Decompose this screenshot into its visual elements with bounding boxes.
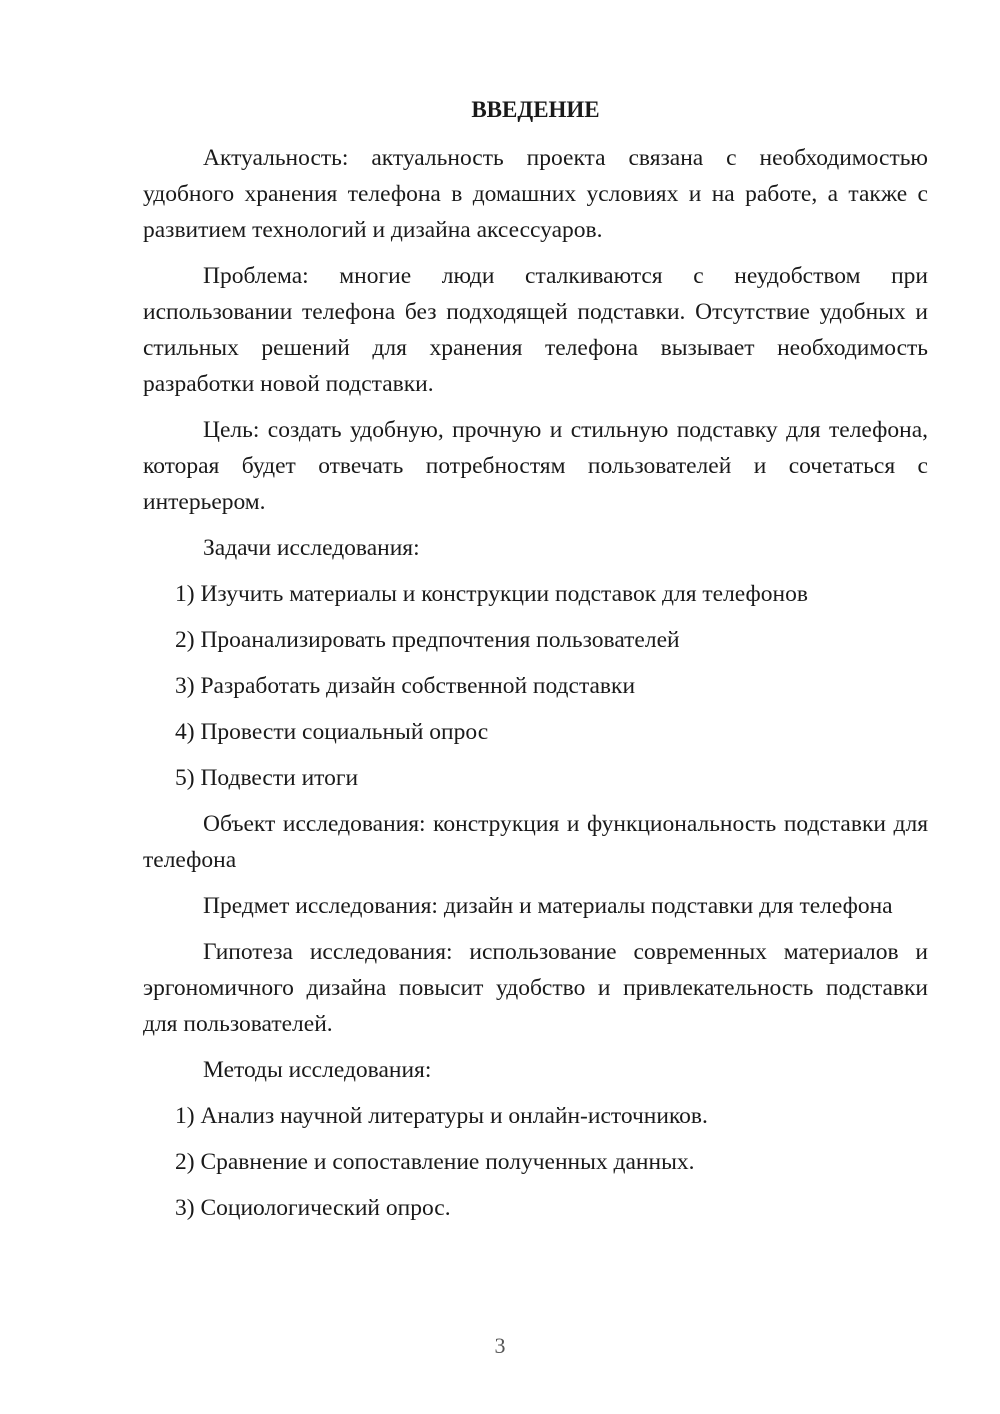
list-item: 1) Изучить материалы и конструкции подставок для телефонов	[175, 581, 808, 607]
list-item: 2) Проанализировать предпочтения пользователей	[175, 627, 680, 653]
page-content	[143, 92, 928, 1236]
section-title: ВВЕДЕНИЕ	[471, 97, 600, 122]
list-item: 3) Разработать дизайн собственной подставки	[175, 673, 636, 699]
list-item: 3) Социологический опрос.	[175, 1195, 451, 1221]
list-item: 1) Анализ научной литературы и онлайн-источников.	[175, 1103, 708, 1129]
problem-paragraph: Проблема: многие люди сталкиваются с неудобством при использовании телефона без подходящей подставки. Отсутствие удобных и стильных решений для хранения телефона вызывает необходимость разработки новой подставки.	[143, 263, 928, 397]
list-item: 2) Сравнение и сопоставление полученных данных.	[175, 1149, 695, 1175]
goal-paragraph: Цель: создать удобную, прочную и стильную подставку для телефона, которая будет отвечать потребностям пользователей и сочетаться с интерьером.	[143, 417, 928, 515]
relevance-paragraph: Актуальность: актуальность проекта связана с необходимостью удобного хранения телефона в домашних условиях и на работе, а также с развитием технологий и дизайна аксессуаров.	[143, 145, 928, 243]
page-number: 3	[494, 1333, 506, 1358]
methods-list	[143, 1098, 928, 1226]
list-item: 5) Подвести итоги	[175, 765, 359, 791]
hypothesis-paragraph: Гипотеза исследования: использование современных материалов и эргономичного дизайна повысит удобство и привлекательность подставки для пользователей.	[143, 939, 928, 1037]
tasks-list	[143, 576, 928, 796]
subject-paragraph: Предмет исследования: дизайн и материалы подставки для телефона	[203, 893, 893, 919]
object-paragraph: Объект исследования: конструкция и функциональность подставки для телефона	[143, 811, 928, 873]
tasks-heading: Задачи исследования:	[203, 535, 420, 561]
methods-heading: Методы исследования:	[203, 1057, 432, 1083]
list-item: 4) Провести социальный опрос	[175, 719, 489, 745]
